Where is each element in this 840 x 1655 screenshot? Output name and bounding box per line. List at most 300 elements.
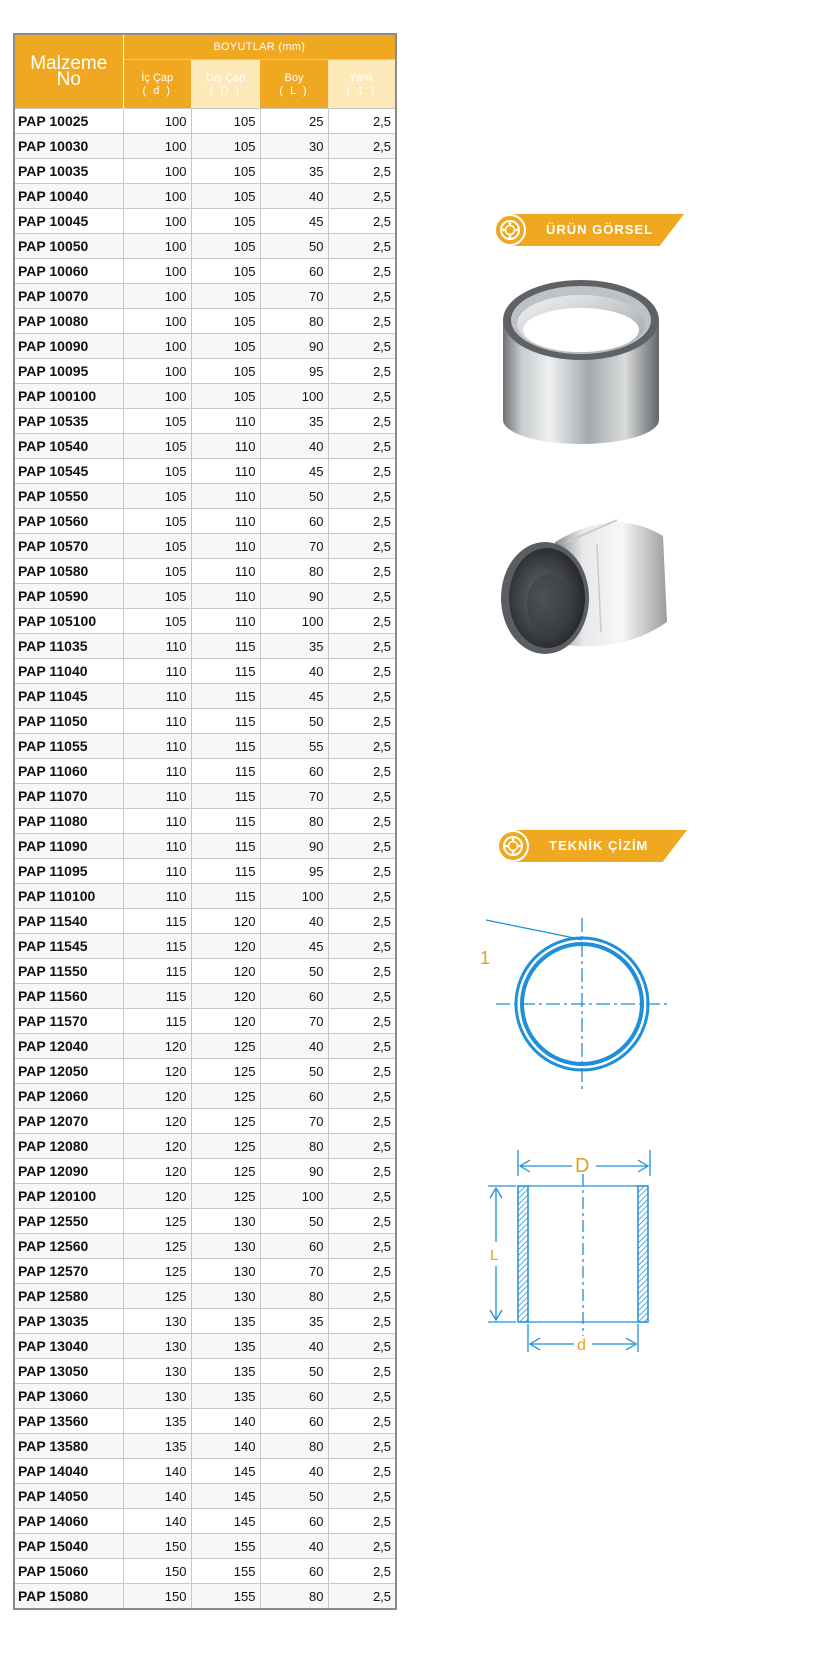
outer-diameter-cell: 145 — [191, 1459, 260, 1484]
outer-diameter-cell: 105 — [191, 109, 260, 134]
length-cell: 45 — [260, 684, 328, 709]
table-row — [14, 1284, 396, 1309]
table-row — [14, 1059, 396, 1084]
length-cell: 30 — [260, 134, 328, 159]
inner-diameter-cell: 120 — [123, 1034, 191, 1059]
length-header — [260, 60, 328, 109]
inner-diameter-cell: 110 — [123, 659, 191, 684]
length-cell: 90 — [260, 584, 328, 609]
slit-cell: 2,5 — [328, 309, 396, 334]
outer-diameter-cell: 135 — [191, 1309, 260, 1334]
slit-cell: 2,5 — [328, 759, 396, 784]
length-cell: 40 — [260, 1459, 328, 1484]
length-cell: 50 — [260, 1359, 328, 1384]
length-cell: 80 — [260, 1434, 328, 1459]
length-cell: 60 — [260, 1084, 328, 1109]
inner-diameter-cell: 100 — [123, 159, 191, 184]
material-no-cell: PAP 11540 — [14, 909, 123, 934]
length-cell: 35 — [260, 159, 328, 184]
slit-cell: 2,5 — [328, 259, 396, 284]
inner-diameter-cell: 110 — [123, 634, 191, 659]
slit-cell: 2,5 — [328, 1159, 396, 1184]
length-cell: 60 — [260, 509, 328, 534]
table-row — [14, 1109, 396, 1134]
inner-diameter-cell: 110 — [123, 734, 191, 759]
table-row — [14, 159, 396, 184]
table-row — [14, 434, 396, 459]
outer-diameter-cell: 115 — [191, 759, 260, 784]
slit-cell: 2,5 — [328, 984, 396, 1009]
length-cell: 90 — [260, 334, 328, 359]
inner-diameter-cell: 120 — [123, 1134, 191, 1159]
inner-diameter-cell: 105 — [123, 609, 191, 634]
material-no-cell: PAP 13050 — [14, 1359, 123, 1384]
table-row — [14, 809, 396, 834]
material-no-cell: PAP 13060 — [14, 1384, 123, 1409]
dimensions-group-header: BOYUTLAR (mm) — [123, 34, 396, 60]
slit-cell: 2,5 — [328, 209, 396, 234]
table-row — [14, 884, 396, 909]
material-no-cell: PAP 11050 — [14, 709, 123, 734]
outer-diameter-cell: 140 — [191, 1409, 260, 1434]
table-row — [14, 934, 396, 959]
outer-diameter-cell: 110 — [191, 584, 260, 609]
material-no-cell: PAP 11570 — [14, 1009, 123, 1034]
slit-cell: 2,5 — [328, 1384, 396, 1409]
slit-cell: 2,5 — [328, 784, 396, 809]
length-cell: 80 — [260, 559, 328, 584]
material-no-cell: PAP 15060 — [14, 1559, 123, 1584]
material-no-cell: PAP 14060 — [14, 1509, 123, 1534]
material-no-cell: PAP 10090 — [14, 334, 123, 359]
length-symbol: ( L ) — [279, 84, 309, 97]
outer-diameter-cell: 110 — [191, 459, 260, 484]
length-cell: 100 — [260, 609, 328, 634]
slit-cell: 2,5 — [328, 1534, 396, 1559]
slit-cell: 2,5 — [328, 159, 396, 184]
table-row — [14, 984, 396, 1009]
length-cell: 60 — [260, 1509, 328, 1534]
material-no-cell: PAP 10030 — [14, 134, 123, 159]
slit-cell: 2,5 — [328, 509, 396, 534]
material-no-cell: PAP 12050 — [14, 1059, 123, 1084]
slit-cell: 2,5 — [328, 1284, 396, 1309]
inner-diameter-cell: 100 — [123, 284, 191, 309]
table-row — [14, 134, 396, 159]
outer-diameter-cell: 105 — [191, 259, 260, 284]
length-cell: 95 — [260, 859, 328, 884]
inner-diameter-cell: 105 — [123, 584, 191, 609]
material-no-cell: PAP 10025 — [14, 109, 123, 134]
length-cell: 40 — [260, 1334, 328, 1359]
length-cell: 50 — [260, 234, 328, 259]
inner-diameter-cell: 115 — [123, 934, 191, 959]
slit-cell: 2,5 — [328, 1259, 396, 1284]
length-cell: 70 — [260, 534, 328, 559]
material-no-cell: PAP 10080 — [14, 309, 123, 334]
length-cell: 35 — [260, 1309, 328, 1334]
table-row — [14, 184, 396, 209]
outer-diameter-cell: 130 — [191, 1284, 260, 1309]
length-cell: 60 — [260, 984, 328, 1009]
outer-diameter-cell: 105 — [191, 384, 260, 409]
inner-diameter-cell: 150 — [123, 1559, 191, 1584]
table-row — [14, 759, 396, 784]
length-cell: 60 — [260, 1234, 328, 1259]
inner-diameter-cell: 105 — [123, 509, 191, 534]
slit-cell: 2,5 — [328, 1034, 396, 1059]
inner-diameter-cell: 115 — [123, 984, 191, 1009]
length-cell: 40 — [260, 1034, 328, 1059]
length-cell: 70 — [260, 1259, 328, 1284]
inner-diameter-cell: 115 — [123, 959, 191, 984]
outer-diameter-cell: 155 — [191, 1534, 260, 1559]
material-no-cell: PAP 11055 — [14, 734, 123, 759]
length-cell: 60 — [260, 1409, 328, 1434]
length-cell: 35 — [260, 634, 328, 659]
slit-cell: 2,5 — [328, 1084, 396, 1109]
table-row — [14, 1234, 396, 1259]
inner-diameter-header — [123, 60, 191, 109]
inner-diameter-cell: 110 — [123, 834, 191, 859]
inner-diameter-cell: 100 — [123, 234, 191, 259]
product-image-section-label — [494, 214, 684, 246]
length-cell: 40 — [260, 1534, 328, 1559]
material-no-cell: PAP 10590 — [14, 584, 123, 609]
material-no-cell: PAP 13040 — [14, 1334, 123, 1359]
outer-diameter-cell: 105 — [191, 209, 260, 234]
inner-diameter-cell: 140 — [123, 1459, 191, 1484]
outer-diameter-cell: 125 — [191, 1109, 260, 1134]
technical-drawing-section-view — [480, 1146, 670, 1362]
length-cell: 100 — [260, 384, 328, 409]
bushing-photo-steel — [497, 272, 665, 447]
table-row — [14, 1409, 396, 1434]
outer-diameter-cell: 115 — [191, 809, 260, 834]
outer-diameter-cell: 125 — [191, 1184, 260, 1209]
inner-diameter-cell: 120 — [123, 1084, 191, 1109]
dimensions-table — [13, 33, 397, 1610]
material-no-cell: PAP 13560 — [14, 1409, 123, 1434]
table-row — [14, 509, 396, 534]
length-cell: 80 — [260, 309, 328, 334]
table-row — [14, 634, 396, 659]
length-cell: 50 — [260, 1209, 328, 1234]
inner-diameter-cell: 110 — [123, 859, 191, 884]
outer-diameter-cell: 110 — [191, 559, 260, 584]
inner-diameter-cell: 110 — [123, 784, 191, 809]
table-row — [14, 659, 396, 684]
table-row — [14, 1159, 396, 1184]
length-cell: 45 — [260, 459, 328, 484]
material-no-cell: PAP 12040 — [14, 1034, 123, 1059]
slit-cell: 2,5 — [328, 1359, 396, 1384]
inner-diameter-label: d — [577, 1337, 586, 1354]
inner-diameter-cell: 120 — [123, 1109, 191, 1134]
table-row — [14, 709, 396, 734]
length-cell: 70 — [260, 784, 328, 809]
material-no-header — [14, 34, 123, 109]
slit-cell: 2,5 — [328, 734, 396, 759]
table-row — [14, 834, 396, 859]
table-row — [14, 1559, 396, 1584]
outer-diameter-cell: 115 — [191, 784, 260, 809]
table-row — [14, 584, 396, 609]
outer-diameter-cell: 115 — [191, 859, 260, 884]
table-row — [14, 1484, 396, 1509]
outer-diameter-cell: 115 — [191, 684, 260, 709]
table-row — [14, 1084, 396, 1109]
material-header-line1: Malzeme — [30, 52, 108, 74]
material-no-cell: PAP 11090 — [14, 834, 123, 859]
material-no-cell: PAP 14050 — [14, 1484, 123, 1509]
material-no-cell: PAP 10095 — [14, 359, 123, 384]
length-cell: 40 — [260, 659, 328, 684]
slit-cell: 2,5 — [328, 909, 396, 934]
slit-cell: 2,5 — [328, 184, 396, 209]
material-no-cell: PAP 11070 — [14, 784, 123, 809]
outer-diameter-cell: 105 — [191, 359, 260, 384]
material-no-cell: PAP 15080 — [14, 1584, 123, 1610]
slit-label: Yarık — [349, 71, 374, 84]
slit-cell: 2,5 — [328, 1209, 396, 1234]
table-row — [14, 1359, 396, 1384]
inner-diameter-cell: 105 — [123, 484, 191, 509]
material-no-cell: PAP 15040 — [14, 1534, 123, 1559]
material-no-cell: PAP 100100 — [14, 384, 123, 409]
inner-diameter-cell: 110 — [123, 709, 191, 734]
outer-diameter-cell: 105 — [191, 309, 260, 334]
inner-diameter-cell: 105 — [123, 534, 191, 559]
table-row — [14, 534, 396, 559]
table-row — [14, 1134, 396, 1159]
outer-diameter-cell: 155 — [191, 1559, 260, 1584]
slit-header — [328, 60, 396, 109]
inner-diameter-cell: 100 — [123, 359, 191, 384]
table-row — [14, 734, 396, 759]
length-cell: 40 — [260, 184, 328, 209]
inner-diameter-cell: 125 — [123, 1259, 191, 1284]
outer-diameter-cell: 140 — [191, 1434, 260, 1459]
table-row — [14, 409, 396, 434]
slit-cell: 2,5 — [328, 1484, 396, 1509]
slit-cell: 2,5 — [328, 1584, 396, 1610]
length-cell: 100 — [260, 1184, 328, 1209]
length-cell: 80 — [260, 1584, 328, 1610]
material-no-cell: PAP 10535 — [14, 409, 123, 434]
length-cell: 95 — [260, 359, 328, 384]
length-label: Boy — [284, 71, 304, 84]
inner-diameter-cell: 125 — [123, 1209, 191, 1234]
outer-diameter-header — [191, 60, 260, 109]
slit-cell: 2,5 — [328, 634, 396, 659]
length-cell: 70 — [260, 1109, 328, 1134]
slit-cell: 2,5 — [328, 934, 396, 959]
table-row — [14, 309, 396, 334]
outer-diameter-cell: 120 — [191, 1009, 260, 1034]
slit-cell: 2,5 — [328, 534, 396, 559]
inner-diameter-cell: 110 — [123, 809, 191, 834]
outer-diameter-cell: 135 — [191, 1384, 260, 1409]
inner-diameter-cell: 125 — [123, 1284, 191, 1309]
slit-cell: 2,5 — [328, 109, 396, 134]
length-cell: 40 — [260, 434, 328, 459]
inner-diameter-symbol: ( d ) — [142, 84, 173, 97]
technical-drawing-section-label — [497, 830, 687, 862]
length-cell: 50 — [260, 959, 328, 984]
material-no-cell: PAP 12580 — [14, 1284, 123, 1309]
outer-diameter-cell: 110 — [191, 609, 260, 634]
outer-diameter-cell: 130 — [191, 1259, 260, 1284]
table-row — [14, 1434, 396, 1459]
outer-diameter-cell: 115 — [191, 884, 260, 909]
outer-diameter-label: D — [575, 1155, 590, 1177]
length-cell: 80 — [260, 809, 328, 834]
table-row — [14, 959, 396, 984]
outer-diameter-cell: 105 — [191, 334, 260, 359]
technical-drawing-front-view — [478, 912, 678, 1098]
table-row — [14, 1509, 396, 1534]
table-row — [14, 1384, 396, 1409]
outer-diameter-cell: 130 — [191, 1209, 260, 1234]
length-cell: 45 — [260, 209, 328, 234]
inner-diameter-cell: 140 — [123, 1509, 191, 1534]
inner-diameter-cell: 105 — [123, 434, 191, 459]
table-row — [14, 1184, 396, 1209]
slit-cell: 2,5 — [328, 359, 396, 384]
outer-diameter-cell: 115 — [191, 709, 260, 734]
inner-diameter-cell: 110 — [123, 684, 191, 709]
table-row — [14, 1259, 396, 1284]
outer-diameter-cell: 125 — [191, 1134, 260, 1159]
outer-diameter-symbol: ( D ) — [209, 84, 242, 97]
slit-cell: 2,5 — [328, 809, 396, 834]
outer-diameter-cell: 155 — [191, 1584, 260, 1610]
outer-diameter-cell: 115 — [191, 834, 260, 859]
material-no-cell: PAP 10060 — [14, 259, 123, 284]
material-no-cell: PAP 11060 — [14, 759, 123, 784]
length-cell: 100 — [260, 884, 328, 909]
slit-cell: 2,5 — [328, 834, 396, 859]
inner-diameter-cell: 150 — [123, 1584, 191, 1610]
bearing-icon — [497, 830, 529, 862]
slit-cell: 2,5 — [328, 409, 396, 434]
inner-diameter-cell: 150 — [123, 1534, 191, 1559]
length-cell: 50 — [260, 709, 328, 734]
length-cell: 80 — [260, 1284, 328, 1309]
material-no-cell: PAP 11080 — [14, 809, 123, 834]
material-no-cell: PAP 10540 — [14, 434, 123, 459]
slit-cell: 2,5 — [328, 1059, 396, 1084]
inner-diameter-cell: 100 — [123, 184, 191, 209]
table-row — [14, 1309, 396, 1334]
length-cell: 25 — [260, 109, 328, 134]
length-cell: 45 — [260, 934, 328, 959]
table-row — [14, 1209, 396, 1234]
table-row — [14, 259, 396, 284]
outer-diameter-label: Dış Çap — [205, 71, 246, 84]
inner-diameter-cell: 130 — [123, 1359, 191, 1384]
table-row — [14, 909, 396, 934]
material-no-cell: PAP 11095 — [14, 859, 123, 884]
table-row — [14, 1034, 396, 1059]
material-no-cell: PAP 11560 — [14, 984, 123, 1009]
material-no-cell: PAP 10570 — [14, 534, 123, 559]
material-no-cell: PAP 10035 — [14, 159, 123, 184]
outer-diameter-cell: 105 — [191, 234, 260, 259]
outer-diameter-cell: 120 — [191, 984, 260, 1009]
table-row — [14, 1584, 396, 1610]
material-no-cell: PAP 12570 — [14, 1259, 123, 1284]
inner-diameter-cell: 135 — [123, 1434, 191, 1459]
outer-diameter-cell: 115 — [191, 734, 260, 759]
inner-diameter-cell: 130 — [123, 1334, 191, 1359]
table-row — [14, 234, 396, 259]
outer-diameter-cell: 115 — [191, 634, 260, 659]
slit-cell: 2,5 — [328, 859, 396, 884]
length-cell: 50 — [260, 1484, 328, 1509]
material-no-cell: PAP 10550 — [14, 484, 123, 509]
material-no-cell: PAP 13035 — [14, 1309, 123, 1334]
bearing-icon — [494, 214, 526, 246]
material-no-cell: PAP 10580 — [14, 559, 123, 584]
outer-diameter-cell: 125 — [191, 1034, 260, 1059]
inner-diameter-cell: 100 — [123, 109, 191, 134]
outer-diameter-cell: 110 — [191, 484, 260, 509]
inner-diameter-cell: 115 — [123, 1009, 191, 1034]
outer-diameter-cell: 110 — [191, 409, 260, 434]
slit-cell: 2,5 — [328, 1509, 396, 1534]
table-row — [14, 109, 396, 134]
material-no-cell: PAP 10045 — [14, 209, 123, 234]
slit-cell: 2,5 — [328, 559, 396, 584]
slit-cell: 2,5 — [328, 1109, 396, 1134]
inner-diameter-cell: 110 — [123, 759, 191, 784]
slit-symbol: ( 1 ) — [346, 84, 377, 97]
material-no-cell: PAP 12060 — [14, 1084, 123, 1109]
inner-diameter-cell: 120 — [123, 1159, 191, 1184]
slit-cell: 2,5 — [328, 459, 396, 484]
slit-cell: 2,5 — [328, 1309, 396, 1334]
outer-diameter-cell: 110 — [191, 434, 260, 459]
length-cell: 60 — [260, 1384, 328, 1409]
material-no-cell: PAP 110100 — [14, 884, 123, 909]
inner-diameter-cell: 100 — [123, 309, 191, 334]
table-row — [14, 384, 396, 409]
material-no-cell: PAP 12560 — [14, 1234, 123, 1259]
length-cell: 70 — [260, 284, 328, 309]
slit-cell: 2,5 — [328, 584, 396, 609]
outer-diameter-cell: 115 — [191, 659, 260, 684]
inner-diameter-cell: 140 — [123, 1484, 191, 1509]
slit-cell: 2,5 — [328, 659, 396, 684]
outer-diameter-cell: 110 — [191, 509, 260, 534]
length-cell: 60 — [260, 259, 328, 284]
table-row — [14, 459, 396, 484]
table-row — [14, 609, 396, 634]
inner-diameter-cell: 100 — [123, 384, 191, 409]
outer-diameter-cell: 105 — [191, 284, 260, 309]
inner-diameter-cell: 105 — [123, 459, 191, 484]
length-cell: 40 — [260, 909, 328, 934]
outer-diameter-cell: 105 — [191, 134, 260, 159]
material-no-cell: PAP 11040 — [14, 659, 123, 684]
inner-diameter-cell: 120 — [123, 1059, 191, 1084]
slit-cell: 2,5 — [328, 609, 396, 634]
section-label-text: ÜRÜN GÖRSEL — [546, 222, 654, 237]
inner-diameter-cell: 130 — [123, 1384, 191, 1409]
outer-diameter-cell: 145 — [191, 1484, 260, 1509]
